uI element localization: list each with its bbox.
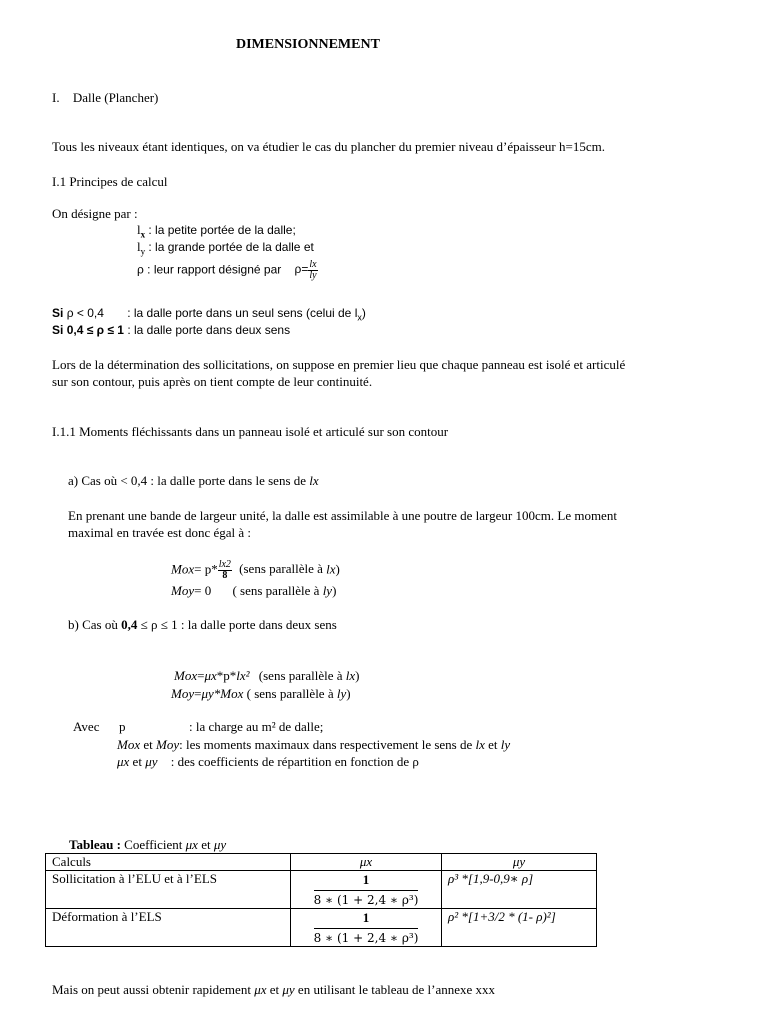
- avec-label: Avec: [73, 719, 100, 734]
- condition-two: Si 0,4 ≤ ρ ≤ 1 : la dalle porte dans deux sens: [52, 323, 291, 337]
- section-heading: [52, 90, 158, 106]
- table-row: [46, 909, 597, 947]
- table-cell: Déformation à l’ELS: [46, 909, 291, 947]
- muy-formula-cell: ρ² *[1+3/2 * (1- ρ)²]: [442, 909, 597, 947]
- rho-fraction: $\frac{lx}{ly}$: [309, 259, 317, 281]
- mux-formula-cell: [291, 871, 442, 909]
- paragraph-line: Lors de la détermination des sollicitations, on suppose en premier lieu que chaque panneau est isolé et articulé: [52, 357, 626, 372]
- table-cell: Sollicitation à l’ELU et à l’ELS: [46, 871, 291, 909]
- avec-coefficients: μx et μy : des coefficients de répartition en fonction de ρ: [117, 754, 419, 769]
- subsection-heading: I.1 Principes de calcul: [52, 174, 168, 189]
- mux-formula-cell: [291, 909, 442, 947]
- case-a-heading: a) Cas où < 0,4 : la dalle porte dans le sens de lx: [68, 473, 319, 488]
- coefficient-table: [45, 853, 597, 947]
- table-caption: Tableau : Coefficient μx et μy: [69, 837, 227, 852]
- mux-fraction: $\frac{1}{\text{8 ∗ (1 + 2,4 ∗ ρ³)}}$: [313, 910, 419, 945]
- condition-one: Si ρ < 0,4 : la dalle porte dans un seul sens (celui de $l_x$): [52, 306, 366, 323]
- lx2-over-8-fraction: $\frac{lx2}{8}$: [218, 559, 231, 581]
- definition-ly: $l_y$ : la grande portée de la dalle et: [137, 239, 314, 257]
- definition-rho: ρ : leur rapport désigné par ρ= $\frac{lx}{ly}$: [137, 259, 317, 281]
- paragraph-line: En prenant une bande de largeur unité, la dalle est assimilable à une poutre de largeur 100cm. Le moment: [68, 508, 617, 523]
- table-header: μx: [291, 854, 442, 871]
- paragraph-line: maximal en travée est donc égal à :: [68, 525, 252, 540]
- section-label: Dalle (Plancher): [72, 90, 159, 105]
- mux-fraction: $\frac{1}{\text{8 ∗ (1 + 2,4 ∗ ρ³)}}$: [313, 872, 419, 907]
- equation-moy-a: Moy= 0 ( sens parallèle à ly): [171, 583, 337, 598]
- equation-mox-a: Mox= p* $\frac{lx2}{8}$ (sens parallèle à lx): [171, 559, 340, 581]
- subsubsection-heading: I.1.1 Moments fléchissants dans un panneau isolé et articulé sur son contour: [52, 424, 449, 439]
- table-header-row: [46, 854, 597, 871]
- equation-mox-b: Mox=μx*p*lx² (sens parallèle à lx): [174, 668, 360, 683]
- table-header: μy: [442, 854, 597, 871]
- table-header: Calculs: [46, 854, 291, 871]
- avec-p-description: : la charge au m² de dalle;: [189, 719, 324, 734]
- avec-p: p: [119, 719, 126, 734]
- equation-moy-b: Moy=μy*Mox ( sens parallèle à ly): [171, 686, 351, 701]
- paragraph-line: sur son contour, puis après on tient compte de leur continuité.: [52, 374, 373, 389]
- intro-paragraph: Tous les niveaux étant identiques, on va étudier le cas du plancher du premier niveau d’épaisseur h=15cm.: [52, 139, 605, 154]
- final-sentence: Mais on peut aussi obtenir rapidement μx et μy en utilisant le tableau de l’annexe xxx: [52, 982, 496, 997]
- case-b-heading: b) Cas où 0,4 ≤ ρ ≤ 1 : la dalle porte dans deux sens: [68, 617, 337, 632]
- page-title: DIMENSIONNEMENT: [236, 37, 380, 52]
- table-row: [46, 871, 597, 909]
- section-number: I.: [52, 90, 60, 105]
- designation-line: On désigne par :: [52, 206, 138, 221]
- definition-lx: $l_x$ : la petite portée de la dalle;: [137, 222, 296, 240]
- muy-formula-cell: ρ³ *[1,9-0,9∗ ρ]: [442, 871, 597, 909]
- avec-moments: Mox et Moy: les moments maximaux dans respectivement le sens de lx et ly: [117, 737, 511, 752]
